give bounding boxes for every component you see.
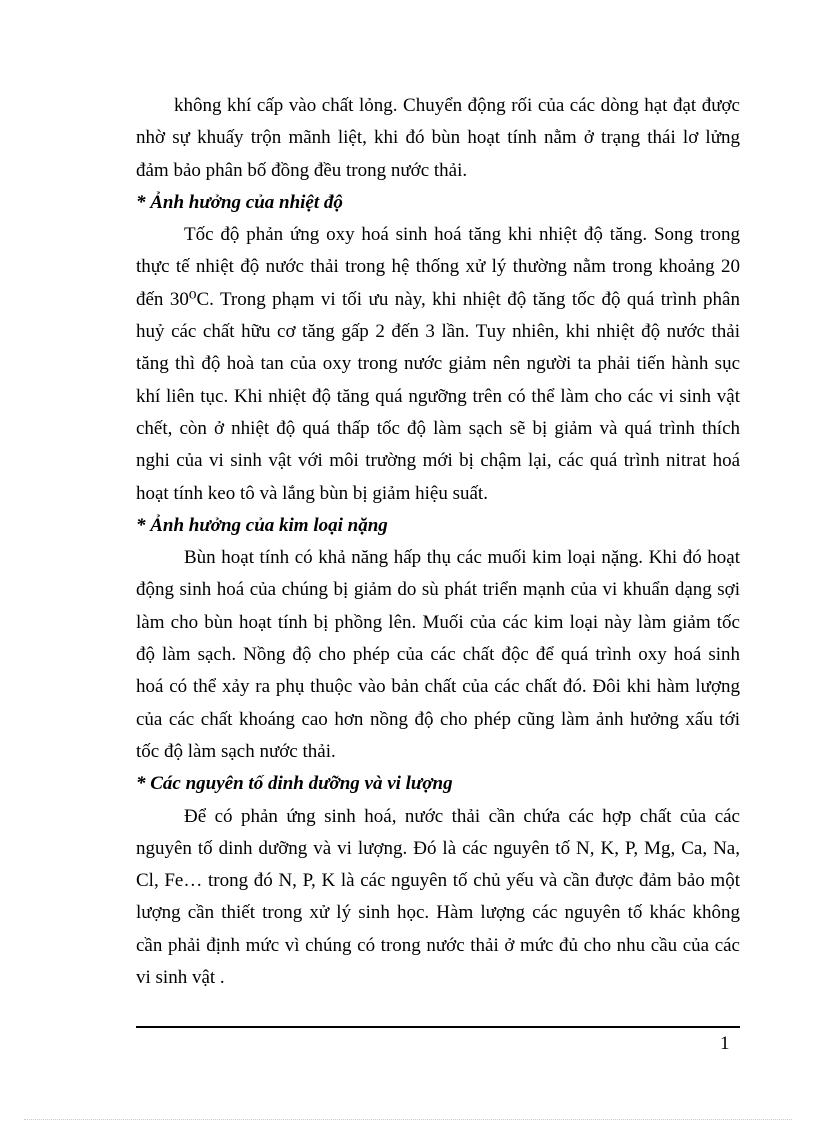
section-heading-nutrients: * Các nguyên tố dinh dưỡng và vi lượng: [136, 773, 453, 795]
text-line: động sinh hoá của chúng bị giảm do sù phát triển mạnh của vi khuẩn dạng sợi: [136, 579, 740, 601]
text-line: Để có phản ứng sinh hoá, nước thải cần chứa các hợp chất của các: [184, 805, 740, 827]
text-line: Cl, Fe… trong đó N, P, K là các nguyên tố chủ yếu và cần được đảm bảo một: [136, 870, 740, 892]
text-line: hoạt tính keo tô và lắng bùn bị giảm hiệu suất.: [136, 482, 488, 504]
text-line: đảm bảo phân bố đồng đều trong nước thải.: [136, 159, 468, 181]
body-text: [136, 90, 740, 994]
section-heading-heavy-metals: * Ảnh hưởng của kim loại nặng: [136, 514, 388, 536]
footer-rule: [136, 1026, 740, 1028]
text-line: nhờ sự khuấy trộn mãnh liệt, khi đó bùn hoạt tính nằm ở trạng thái lơ lửng: [136, 127, 740, 149]
text-line: Bùn hoạt tính có khả năng hấp thụ các muối kim loại nặng. Khi đó hoạt: [184, 547, 740, 569]
text-line: lượng cần thiết trong xử lý sinh học. Hàm lượng các nguyên tố khác không: [136, 902, 740, 924]
text-line: độ làm sạch. Nồng độ cho phép của các chất độc để quá trình oxy hoá sinh: [136, 644, 740, 666]
text-line: đến 30⁰C. Trong phạm vi tối ưu này, khi nhiệt độ tăng tốc độ quá trình phân: [136, 288, 740, 310]
text-line: tốc độ làm sạch nước thải.: [136, 740, 336, 762]
text-line: nguyên tố dinh dưỡng và vi lượng. Đó là các nguyên tố N, K, P, Mg, Ca, Na,: [136, 837, 740, 859]
text-line: của các chất khoáng cao hơn nồng độ cho phép cũng làm ảnh hưởng xấu tới: [136, 708, 740, 730]
text-line: khí liên tục. Khi nhiệt độ tăng quá ngưỡng trên có thể làm cho các vi sinh vật: [136, 385, 740, 407]
section-heading-temperature: * Ảnh hưởng của nhiệt độ: [136, 191, 343, 213]
text-line: thực tế nhiệt độ nước thải trong hệ thống xử lý thường nằm trong khoảng 20: [136, 256, 740, 278]
text-line: nghi của vi sinh vật với môi trường mới bị chậm lại, các quá trình nitrat hoá: [136, 450, 740, 472]
text-line: huỷ các chất hữu cơ tăng gấp 2 đến 3 lần. Tuy nhiên, khi nhiệt độ nước thải: [136, 321, 740, 343]
text-line: Tốc độ phản ứng oxy hoá sinh hoá tăng khi nhiệt độ tăng. Song trong: [184, 224, 740, 246]
page-boundary-divider: [24, 1119, 792, 1120]
text-line: chết, còn ở nhiệt độ quá thấp tốc độ làm sạch sẽ bị giảm và quá trình thích: [136, 417, 740, 439]
text-line: tăng thì độ hoà tan của oxy trong nước giảm nên người ta phải tiến hành sục: [136, 353, 740, 375]
text-line: không khí cấp vào chất lỏng. Chuyển động rối của các dòng hạt đạt được: [174, 95, 740, 116]
text-line: cần phải định mức vì chúng có trong nước thải ở mức đủ cho nhu cầu của các: [136, 934, 740, 956]
text-line: hoá có thể xảy ra phụ thuộc vào bản chất của các chất đó. Đôi khi hàm lượng: [136, 676, 740, 698]
text-line: vi sinh vật .: [136, 967, 225, 989]
text-line: làm cho bùn hoạt tính bị phồng lên. Muối của các kim loại này làm giảm tốc: [136, 611, 740, 633]
page-number: 1: [720, 1033, 730, 1054]
